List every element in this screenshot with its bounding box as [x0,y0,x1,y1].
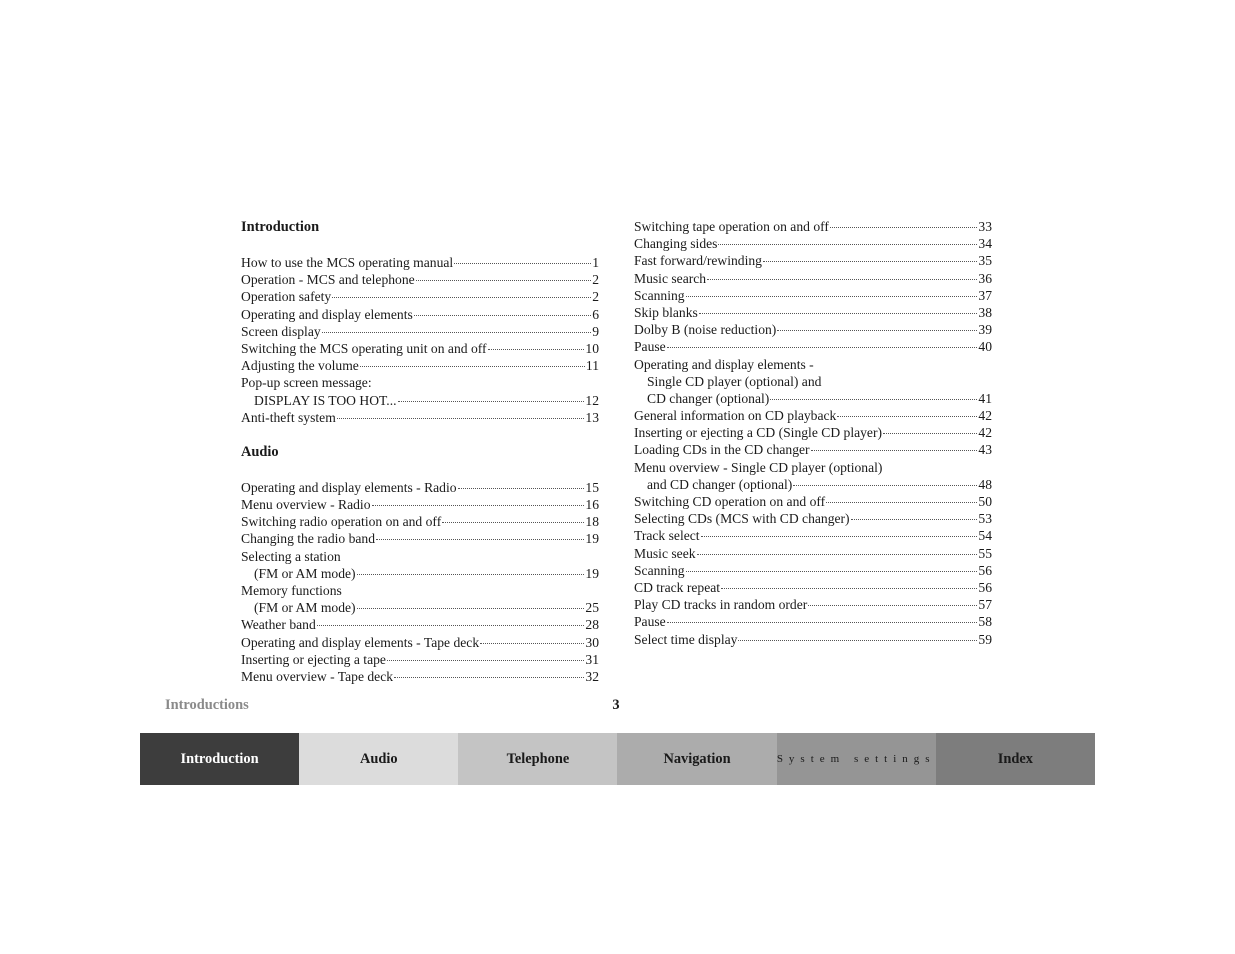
tab-system-settings[interactable]: System settings [777,733,936,785]
dot-leader [454,262,591,264]
section-heading-introduction: Introduction [241,219,320,235]
toc-entry-title: Dolby B (noise reduction) [634,322,777,338]
toc-entry-page: 1 [592,255,599,270]
toc-entry-title: Music search [634,270,707,286]
toc-entry[interactable] [241,357,599,374]
toc-entry-title: (FM or AM mode) [254,600,356,616]
toc-entry-page: 31 [585,651,599,667]
footer-section-label: Introductions [165,697,249,713]
toc-entry-page: 43 [978,442,992,458]
toc-entry-title: Operating and display elements - Radio [241,479,457,495]
toc-entry[interactable] [634,356,992,373]
toc-entry-title: Play CD tracks in random order [634,597,808,613]
dot-leader [718,243,977,245]
toc-entry[interactable] [634,631,992,648]
toc-entry-page: 19 [585,565,599,581]
toc-entry-page: 41 [978,390,992,406]
toc-entry-title: Track select [634,528,700,544]
dot-leader [699,312,978,314]
toc-entry-page: 9 [592,323,599,339]
toc-entry-title: DISPLAY IS TOO HOT... [254,392,397,408]
toc-entry[interactable] [634,235,992,252]
toc-entry[interactable] [241,409,599,426]
toc-entry-page: 56 [978,562,992,578]
toc-entry-title: Changing the radio band [241,531,376,547]
dot-leader [763,260,977,262]
toc-entry-title: Skip blanks [634,304,698,320]
toc-entry-page: 42 [978,425,992,441]
dot-leader [376,538,584,540]
toc-entry-title: Switching radio operation on and off [241,514,442,530]
toc-entry-title: Menu overview - Radio [241,497,371,513]
toc-entry-page: 57 [978,597,992,613]
dot-leader [707,278,977,280]
toc-entry-title: Scanning [634,287,685,303]
toc-entry-title: Pause [634,614,666,630]
toc-entry-title: Changing sides [634,236,718,252]
toc-entry-page: 6 [592,306,599,322]
toc-entry-title: Inserting or ejecting a tape [241,651,386,667]
dot-leader [793,484,977,486]
toc-entry-page: 33 [978,219,992,234]
toc-entry[interactable] [634,270,992,287]
toc-entry-title: Music seek [634,545,696,561]
toc-entry-title: Single CD player (optional) and [647,373,822,389]
toc-entry[interactable] [241,496,599,513]
dot-leader [667,621,978,623]
toc-entry[interactable] [241,651,599,668]
toc-entry-title: CD changer (optional) [647,390,770,406]
toc-entry[interactable] [634,373,992,390]
toc-entry-page: 56 [978,579,992,595]
toc-entry-page: 19 [585,531,599,547]
toc-entry-title: Screen display [241,323,321,339]
toc-entry[interactable] [241,616,599,633]
toc-entry-page: 13 [585,409,599,425]
toc-entry[interactable] [241,340,599,357]
toc-entry[interactable] [634,287,992,304]
dot-leader [826,501,977,503]
toc-entry[interactable] [241,392,599,409]
toc-entry-page: 28 [585,617,599,633]
toc-entry[interactable] [241,513,599,530]
dot-leader [697,553,978,555]
toc-entry-title: and CD changer (optional) [647,476,793,492]
tab-introduction[interactable]: Introduction [140,733,299,785]
toc-entry[interactable] [241,599,599,616]
dot-leader [357,607,585,609]
toc-entry[interactable] [241,548,599,565]
dot-leader [398,400,585,402]
toc-entry-title: CD track repeat [634,579,721,595]
toc-entry-title: Menu overview - Single CD player (optional) [634,459,883,475]
dot-leader [442,521,584,523]
toc-entry-title: (FM or AM mode) [254,565,356,581]
dot-leader [667,346,978,348]
toc-entry-title: Select time display [634,631,738,647]
toc-entry[interactable] [634,441,992,458]
toc-entry-title: Selecting a station [241,548,341,564]
dot-leader [322,331,592,333]
toc-entry-title: Selecting CDs (MCS with CD changer) [634,511,850,527]
toc-entry-title: Pause [634,339,666,355]
toc-entry[interactable] [241,254,599,271]
toc-entry[interactable] [241,668,599,685]
toc-entry[interactable] [634,338,992,355]
toc-entry[interactable] [634,390,992,407]
toc-left-column [241,218,599,685]
dot-leader [738,639,977,641]
toc-entry-title: Switching the MCS operating unit on and off [241,340,487,356]
toc-entry-page: 32 [585,668,599,684]
toc-entry-page: 35 [978,253,992,269]
toc-entry-page: 42 [978,408,992,424]
toc-entry-page: 58 [978,614,992,630]
toc-entry-page: 48 [978,476,992,492]
toc-entry-title: Memory functions [241,583,342,598]
toc-entry-page: 2 [592,289,599,305]
toc-right-column [634,218,992,648]
toc-entry-title: Loading CDs in the CD changer [634,442,810,458]
toc-entry-title: Operating and display elements - [634,356,814,372]
toc-entry-title: Anti-theft system [241,409,336,425]
toc-entry-title: General information on CD playback [634,408,837,424]
toc-entry-page: 12 [585,392,599,408]
dot-leader [458,487,585,489]
page-number: 3 [612,697,620,713]
toc-entry[interactable] [241,582,599,599]
toc-entry-page: 50 [978,494,992,509]
toc-entry-page: 10 [585,340,599,356]
toc-entry[interactable] [241,271,599,288]
dot-leader [811,449,978,451]
dot-leader [372,504,585,506]
tab-navigation[interactable]: Navigation [617,733,776,785]
section-heading-audio: Audio [241,443,279,460]
dot-leader [851,518,978,520]
toc-entry[interactable] [241,565,599,582]
dot-leader [360,365,585,367]
toc-entry[interactable] [241,479,599,496]
toc-entry-title: Pop-up screen message: [241,375,372,391]
toc-entry-page: 36 [978,270,992,286]
toc-entry[interactable] [634,304,992,321]
dot-leader [770,398,977,400]
toc-entry[interactable] [634,218,992,235]
toc-entry-page: 59 [978,631,992,647]
toc-entry[interactable] [634,459,992,476]
toc-entry-title: Switching CD operation on and off [634,494,826,509]
dot-leader [686,570,978,572]
toc-entry-page: 53 [978,511,992,527]
dot-leader [337,417,585,419]
dot-leader [701,535,978,537]
toc-entry[interactable] [634,613,992,630]
dot-leader [808,604,977,606]
toc-entry-title: Switching tape operation on and off [634,219,829,234]
toc-entry-title: Menu overview - Tape deck [241,668,394,684]
toc-entry[interactable] [634,407,992,424]
dot-leader [480,642,584,644]
dot-leader [830,226,977,228]
toc-entry-title: Operating and display elements - Tape deck [241,634,480,650]
toc-entry-page: 2 [592,272,599,288]
toc-entry-page: 39 [978,322,992,338]
toc-entry-title: Inserting or ejecting a CD (Single CD player) [634,425,883,441]
tab-telephone[interactable]: Telephone [458,733,617,785]
dot-leader [317,624,585,626]
dot-leader [777,329,977,331]
toc-entry-title: Operation - MCS and telephone [241,272,415,288]
toc-entry[interactable] [634,476,992,493]
toc-entry[interactable] [241,530,599,547]
toc-entry-title: Operating and display elements [241,306,413,322]
dot-leader [488,348,585,350]
toc-entry[interactable] [241,374,599,391]
dot-leader [686,295,978,297]
toc-entry[interactable] [634,562,992,579]
toc-entry-title: Weather band [241,617,316,633]
toc-entry[interactable] [634,493,992,510]
dot-leader [332,296,591,298]
tab-audio[interactable]: Audio [299,733,458,785]
toc-entry-page: 38 [978,304,992,320]
toc-entry[interactable] [634,545,992,562]
section-nav-bar [140,733,1095,785]
toc-entry[interactable] [241,306,599,323]
dot-leader [357,573,585,575]
toc-list-audio-continued [634,218,992,648]
dot-leader [883,432,977,434]
toc-entry[interactable] [634,510,992,527]
toc-entry-page: 16 [585,497,599,513]
toc-entry-page: 25 [585,600,599,616]
toc-entry[interactable] [634,424,992,441]
toc-entry-page: 34 [978,236,992,252]
toc-entry[interactable] [241,634,599,651]
toc-entry-page: 37 [978,287,992,303]
dot-leader [837,415,977,417]
toc-entry-page: 18 [585,514,599,530]
dot-leader [394,676,584,678]
toc-entry[interactable] [634,252,992,269]
toc-entry[interactable] [634,596,992,613]
toc-entry-title: Fast forward/rewinding [634,253,762,269]
dot-leader [387,659,584,661]
dot-leader [721,587,977,589]
dot-leader [414,314,591,316]
toc-entry-page: 40 [978,339,992,355]
toc-entry-title: Operation safety [241,289,332,305]
toc-entry-title: Adjusting the volume [241,358,359,374]
toc-entry-page: 15 [585,479,599,495]
toc-entry-page: 11 [585,358,599,374]
toc-list-introduction [241,254,599,426]
tab-index[interactable]: Index [936,733,1095,785]
toc-entry-title: How to use the MCS operating manual [241,255,454,270]
toc-entry[interactable] [634,527,992,544]
toc-entry[interactable] [241,323,599,340]
toc-list-audio [241,479,599,685]
toc-entry-page: 30 [585,634,599,650]
toc-entry-page: 55 [978,545,992,561]
toc-entry[interactable] [634,321,992,338]
toc-entry[interactable] [634,579,992,596]
dot-leader [416,279,592,281]
toc-entry[interactable] [241,288,599,305]
toc-entry-page: 54 [978,528,992,544]
toc-entry-title: Scanning [634,562,685,578]
